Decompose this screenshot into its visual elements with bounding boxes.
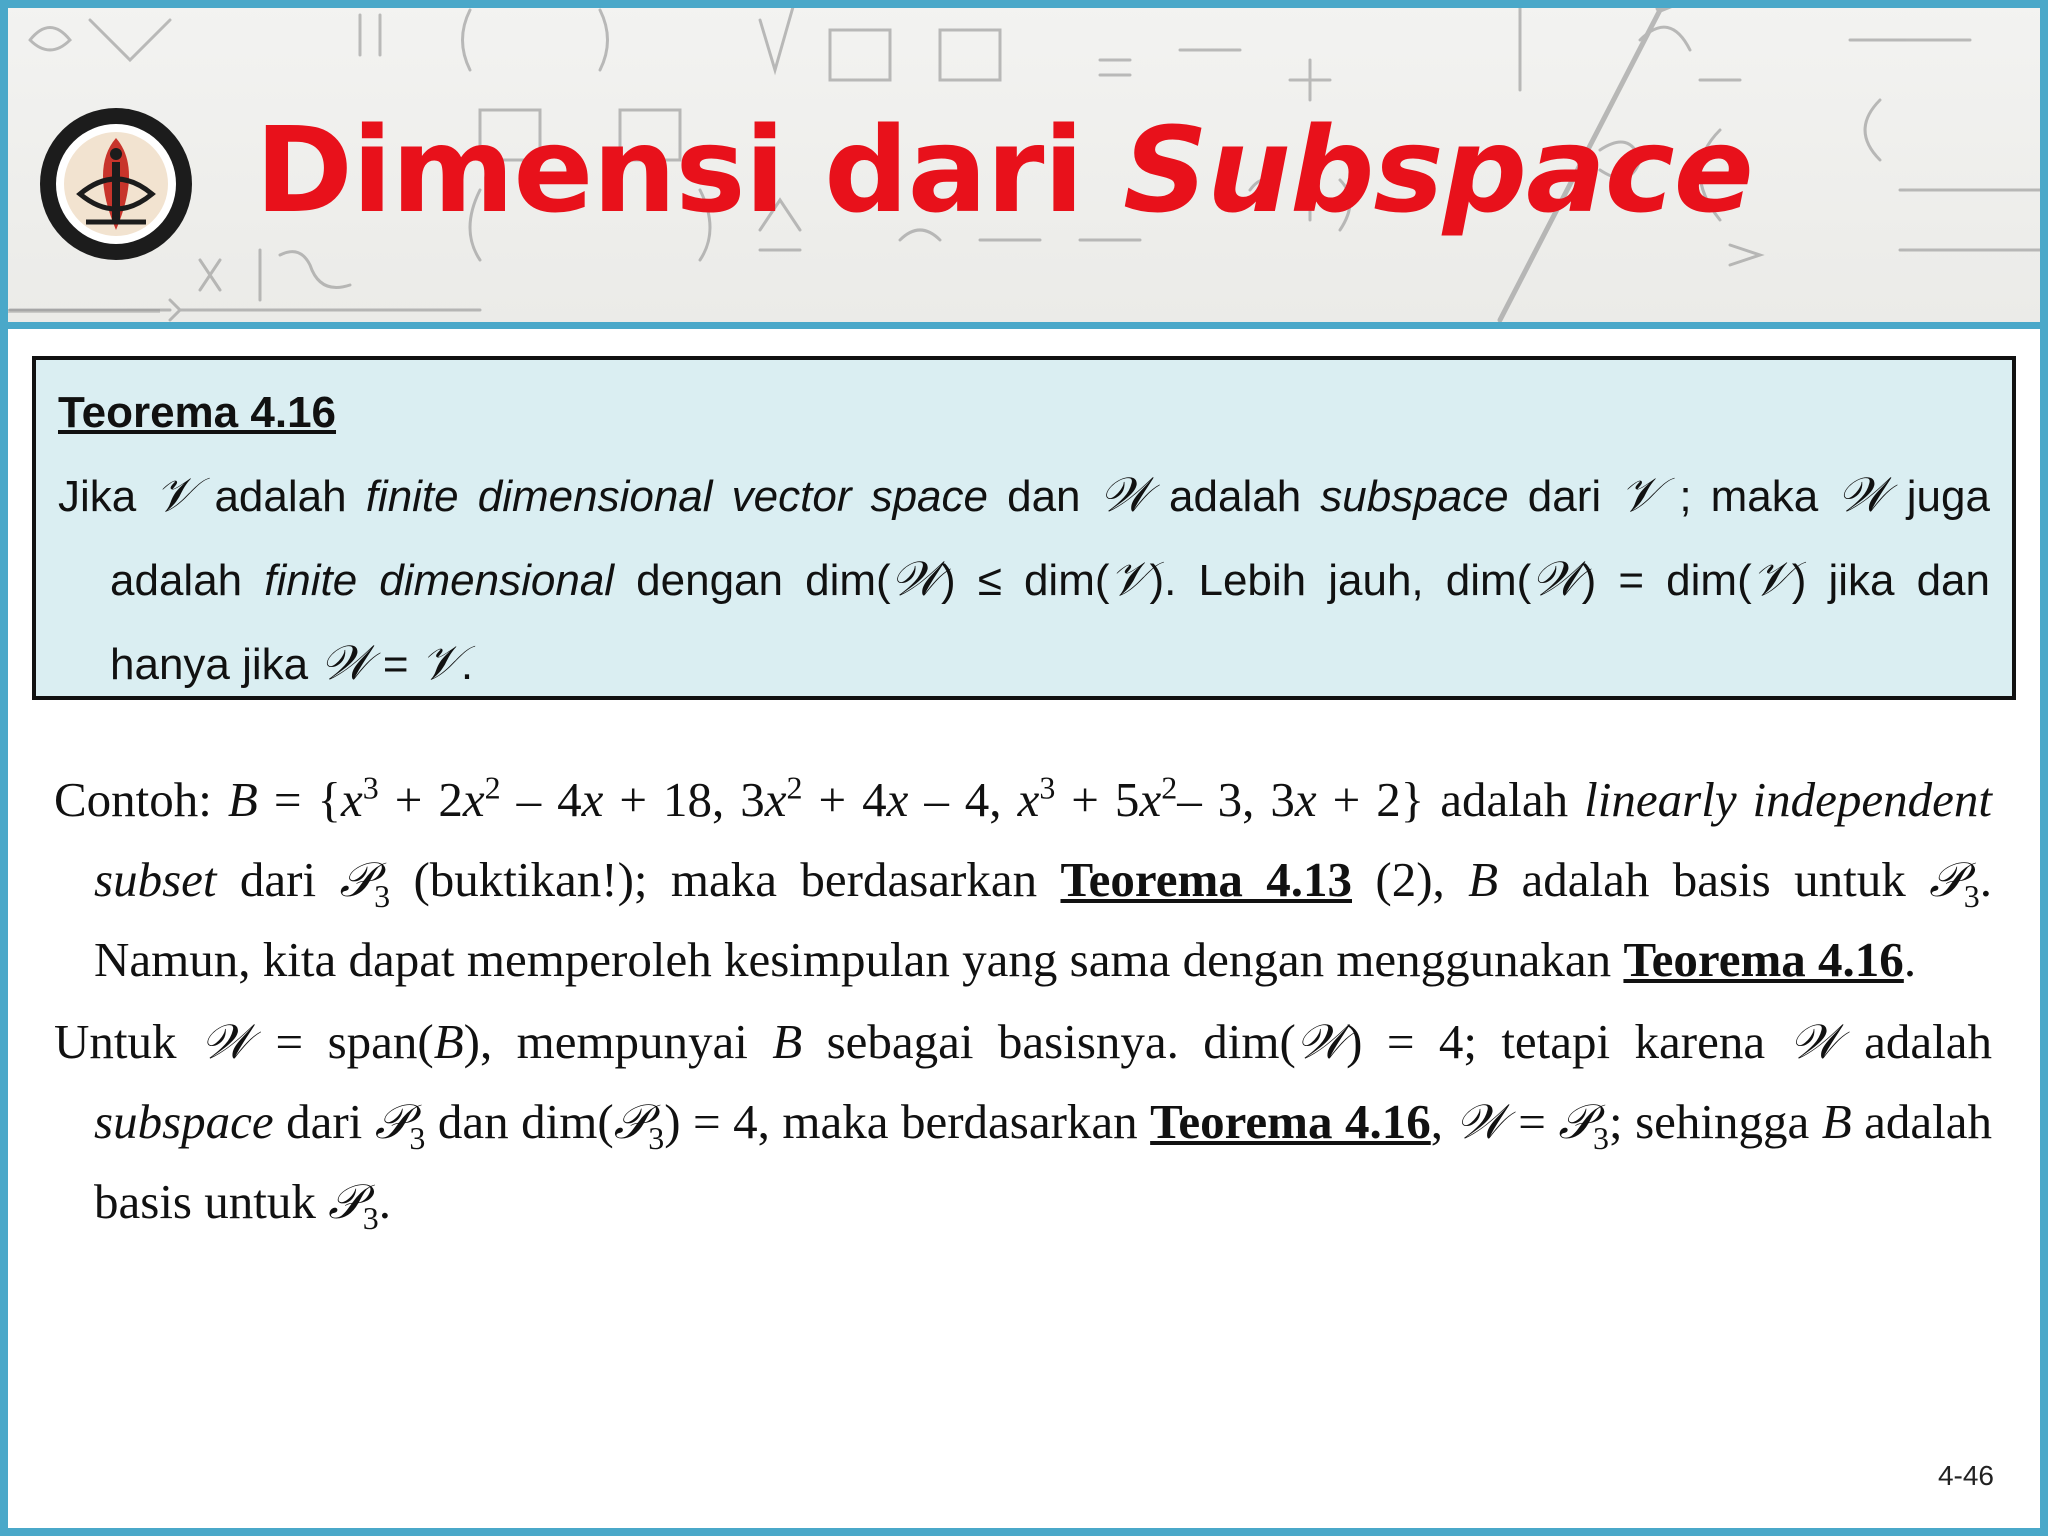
university-logo bbox=[36, 104, 196, 264]
theorem-box bbox=[32, 356, 2016, 700]
slide-title bbox=[255, 100, 1753, 240]
theorem-4-16-reference-2: Teorema 4.16 bbox=[1150, 1094, 1431, 1149]
theorem-4-16-reference: Teorema 4.16 bbox=[1623, 932, 1904, 987]
theorem-4-13-reference: Teorema 4.13 bbox=[1060, 852, 1352, 907]
example-paragraph-1: Contoh: $B = \{x^3 + 2x^2 - 4x + 18$, $3x^2 + 4x - 4$, $x^3 + 5x^2-$ 3, 3x + 2} adalah linearly independent subset dari 𝒫$_3$ (buktikan!); maka berdasarkan Teorema 4.13 (2), B adalah basis untuk 𝒫$_3$. Namun, kita dapat memperoleh kesimpulan yang sama dengan menggunakan Teorema 4.16. bbox=[54, 769, 1993, 987]
title-italic: Subspace bbox=[1122, 101, 1753, 239]
example-text bbox=[54, 760, 1992, 1244]
example-paragraph-2: Untuk 𝒲 = span(B), mempunyai B sebagai basisnya. dim(𝒲) = 4; tetapi karena 𝒲 adalah subspace dari 𝒫$_3$ dan dim(𝒫$_3$) = 4, maka berdasarkan Teorema 4.16, 𝒲 = 𝒫$_3$; sehingga B adalah basis untuk 𝒫$_3$. bbox=[54, 1014, 1993, 1236]
theorem-statement: Jika 𝒱 adalah finite dimensional vector space dan 𝒲 adalah subspace dari 𝒱 ; maka 𝒲 juga adalah finite dimensional dengan dim(𝒲) ≤ dim(𝒱). Lebih jauh, dim(𝒲) = dim(𝒱) jika dan hanya jika 𝒲 = 𝒱. bbox=[58, 467, 1991, 691]
title-plain: Dimensi dari bbox=[255, 101, 1123, 239]
page-number: 4-46 bbox=[1937, 1460, 1994, 1491]
slide-header bbox=[0, 0, 2048, 329]
theorem-title: Teorema 4.16 bbox=[58, 388, 337, 437]
